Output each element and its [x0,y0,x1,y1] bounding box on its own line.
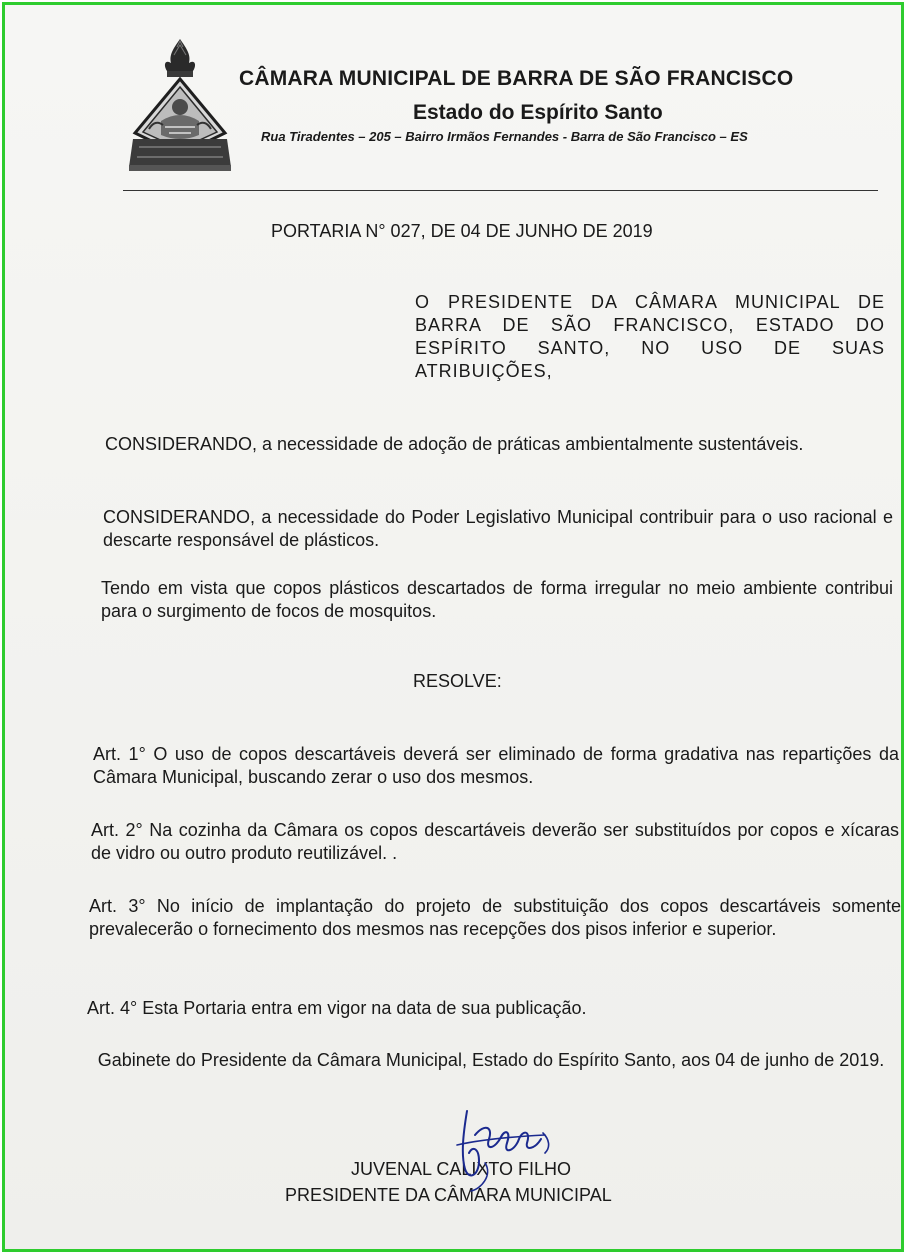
municipal-crest-icon [125,35,235,175]
consideration-2: CONSIDERANDO, a necessidade do Poder Legislativo Municipal contribuir para o uso racional e descarte responsável de plásticos. [103,507,893,550]
article-1: Art. 1° O uso de copos descartáveis deverá ser eliminado de forma gradativa nas repartições da Câmara Municipal, buscando zerar o uso dos mesmos. [93,744,899,787]
article-2: Art. 2° Na cozinha da Câmara os copos descartáveis deverão ser substituídos por copos e xícaras de vidro ou outro produto reutilizável. . [91,820,899,863]
consideration-1: CONSIDERANDO, a necessidade de adoção de práticas ambientalmente sustentáveis. [105,434,804,454]
document-title: PORTARIA N° 027, DE 04 DE JUNHO DE 2019 [271,221,653,241]
signer-name: JUVENAL CALIXTO FILHO [351,1159,572,1179]
document-page [5,5,901,1249]
consideration-3: Tendo em vista que copos plásticos descartados de forma irregular no meio ambiente contribui para o surgimento de focos de mosquitos. [101,578,893,621]
header-divider [123,190,878,191]
resolve-heading: RESOLVE: [413,671,502,691]
signer-role: PRESIDENTE DA CÂMARA MUNICIPAL [285,1185,612,1205]
institution-name: CÂMARA MUNICIPAL DE BARRA DE SÃO FRANCISCO [239,67,794,90]
institution-address: Rua Tiradentes – 205 – Bairro Irmãos Fernandes - Barra de São Francisco – ES [261,129,748,144]
document-frame [2,2,904,1252]
closing-statement: Gabinete do Presidente da Câmara Municipal, Estado do Espírito Santo, aos 04 de junho de 2019. [97,1050,885,1070]
state-name: Estado do Espírito Santo [413,101,663,124]
handwritten-signature [445,1105,565,1195]
preamble: O PRESIDENTE DA CÂMARA MUNICIPAL DE BARRA DE SÃO FRANCISCO, ESTADO DO ESPÍRITO SANTO, NO USO DE SUAS ATRIBUIÇÕES, [415,292,885,381]
article-3: Art. 3° No início de implantação do projeto de substituição dos copos descartáveis somente prevalecerão o fornecimento dos mesmos nas recepções dos pisos inferior e superior. [89,896,901,939]
article-4: Art. 4° Esta Portaria entra em vigor na data de sua publicação. [87,998,587,1018]
